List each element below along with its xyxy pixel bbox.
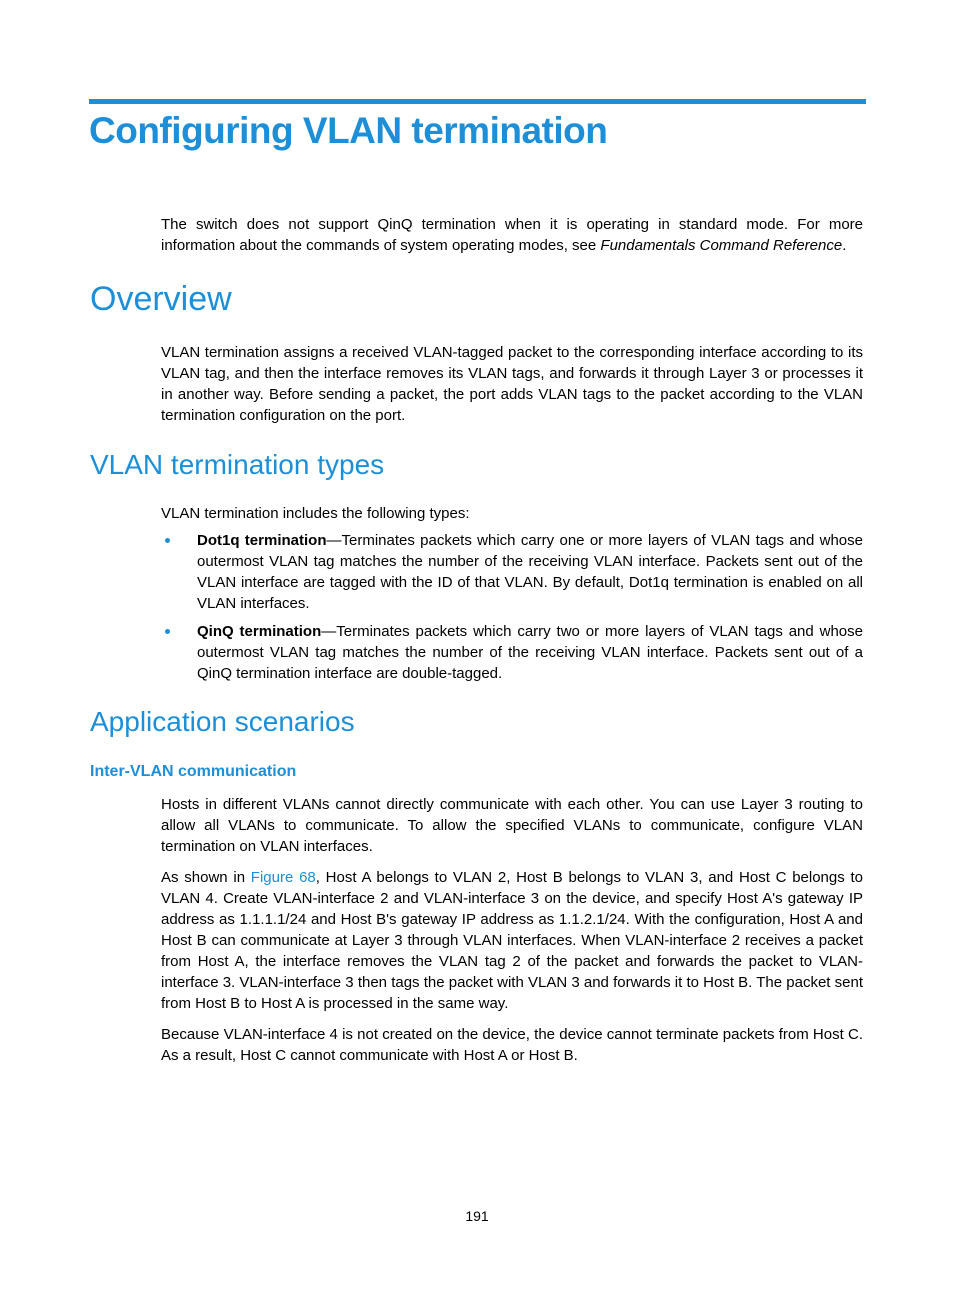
page-title: Configuring VLAN termination [89, 110, 608, 151]
overview-paragraph: VLAN termination assigns a received VLAN-tagged packet to the corresponding interface according to its VLAN tag, and then the interface removes its VLAN tags, and forwards it through Layer 3 or processes it in another way. Before sending a packet, the port adds VLAN tags to the packet according to the VLAN termination configuration on the port. [161, 344, 863, 424]
list-item [161, 530, 863, 614]
page-number: 191 [465, 1208, 489, 1224]
scenario-paragraph-2 [161, 867, 863, 1014]
title-rule [89, 99, 866, 104]
list-item-text: —Terminates packets which carry two or more layers of VLAN tags and whose outermost VLAN tag matches the number of the receiving VLAN interface. Packets sent out of a QinQ termination interface are double-tagged. [197, 623, 863, 682]
intro-paragraph [161, 214, 863, 256]
scenario-paragraph-1: Hosts in different VLANs cannot directly communicate with each other. You can use Layer 3 routing to allow all VLANs to communicate. To allow the specified VLANs to communicate, configure VLAN termination on VLAN interfaces. [161, 796, 863, 855]
scenario-paragraph-3: Because VLAN-interface 4 is not created on the device, the device cannot terminate packets from Host C. As a result, Host C cannot communicate with Host A or Host B. [161, 1026, 863, 1064]
p2-pre: As shown in [161, 869, 251, 886]
list-item-term: QinQ termination [197, 623, 322, 640]
list-item-text: —Terminates packets which carry one or more layers of VLAN tags and whose outermost VLAN tag matches the number of the receiving VLAN interface. Packets sent out of the VLAN interface are tagged with the ID of that VLAN. By default, Dot1q termination is enabled on all VLAN interfaces. [197, 532, 863, 612]
intro-reference: Fundamentals Command Reference [600, 237, 843, 254]
list-item [161, 621, 863, 684]
bullet-icon [165, 538, 170, 543]
bullet-icon [165, 629, 170, 634]
figure-68-link[interactable]: Figure 68 [250, 869, 316, 886]
p2-post: , Host A belongs to VLAN 2, Host B belongs to VLAN 3, and Host C belongs to VLAN 4. Create VLAN-interface 2 and VLAN-interface 3 on the device, and specify Host A's gateway IP address as 1.1.1.1/24 and Host B's gateway IP address as 1.1.2.1/24. With the configuration, Host A and Host B can communicate at Layer 3 through VLAN interfaces. When VLAN-interface 2 receives a packet from Host A, the interface removes the VLAN tag 2 of the packet and forwards the packet to VLAN-interface 3. VLAN-interface 3 then tags the packet with VLAN 3 and forwards it to Host B. The packet sent from Host B to Host A is processed in the same way. [161, 869, 864, 1012]
types-lead: VLAN termination includes the following types: [161, 505, 470, 522]
inter-vlan-subheading: Inter-VLAN communication [90, 763, 297, 780]
intro-end: . [842, 237, 847, 254]
types-heading: VLAN termination types [90, 449, 385, 480]
intro-text: The switch does not support QinQ termination when it is operating in standard mode. For more information about the commands of system operating modes, see [161, 216, 863, 254]
list-item-term: Dot1q termination [197, 532, 327, 549]
scenarios-heading: Application scenarios [90, 706, 355, 737]
overview-heading: Overview [90, 280, 232, 318]
